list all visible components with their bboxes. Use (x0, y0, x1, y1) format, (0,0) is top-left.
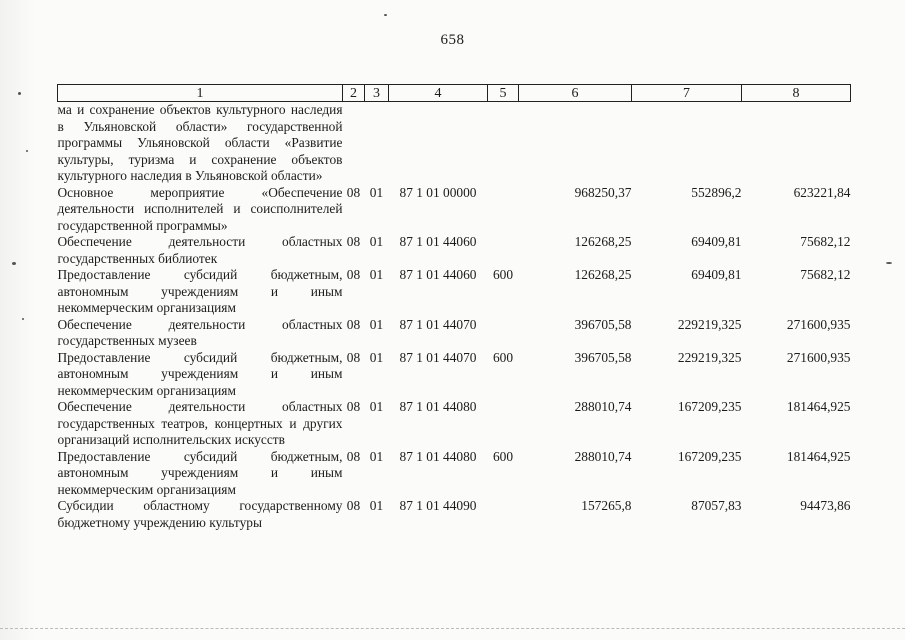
row-amount-col6: 288010,74 (574, 399, 632, 414)
row-amount-col8: 271600,935 (786, 349, 851, 365)
row-amount-col8: 94473,86 (800, 498, 851, 513)
table-body (58, 102, 851, 532)
header-col-8: 8 (742, 85, 851, 102)
row-amount-col8: 75682,12 (800, 234, 851, 249)
table-row (58, 317, 851, 350)
row-section: 08 (346, 498, 361, 513)
row-amount-col8: 623221,84 (793, 184, 851, 200)
row-target-article (389, 102, 488, 185)
scan-speck (18, 92, 21, 95)
row-description: Предоставление субсидий бюджетным, автономным учреждениям и иным некоммерческим организациям (57, 349, 343, 398)
header-col-4: 4 (389, 85, 488, 102)
scan-speck (886, 262, 892, 264)
row-expense-type: 600 (492, 267, 514, 282)
row-description: Обеспечение деятельности областных государственных музеев (57, 316, 343, 348)
budget-table (57, 84, 851, 531)
row-amount-col7 (632, 102, 742, 185)
header-col-2: 2 (343, 85, 365, 102)
page-number: 658 (440, 32, 465, 48)
row-amount-col7: 229219,325 (677, 349, 742, 365)
row-target-article: 87 1 01 00000 (399, 184, 477, 200)
row-expense-type: 600 (492, 448, 514, 464)
row-target-article: 87 1 01 44090 (399, 498, 477, 513)
row-description: ма и сохранение объектов культурного наследия в Ульяновской области» государственной программы Ульяновской области «Развитие культуры, туризма и сохранение объектов культурного наследия в Ульяновской области» (57, 102, 343, 183)
row-amount-col8: 181464,925 (786, 399, 851, 414)
scan-speck (12, 262, 16, 265)
row-target-article: 87 1 01 44070 (399, 349, 477, 365)
row-amount-col7: 69409,81 (691, 234, 742, 249)
row-amount-col6: 157265,8 (581, 498, 632, 513)
scan-speck (384, 14, 387, 16)
row-subsection: 01 (369, 498, 384, 513)
table-row (58, 267, 851, 317)
row-section: 08 (346, 349, 361, 365)
row-amount-col8: 181464,925 (786, 448, 851, 464)
row-subsection: 01 (369, 234, 384, 249)
row-description: Предоставление субсидий бюджетным, автономным учреждениям и иным некоммерческим организациям (57, 267, 343, 315)
scan-shadow (0, 0, 36, 640)
row-section: 08 (346, 234, 361, 249)
row-subsection: 01 (369, 316, 384, 332)
row-amount-col8: 271600,935 (786, 316, 851, 332)
header-col-7: 7 (632, 85, 742, 102)
row-amount-col7: 552896,2 (691, 184, 742, 200)
table-row (58, 399, 851, 449)
scan-artifact-line (0, 628, 905, 629)
row-expense-type (488, 102, 519, 185)
row-subsection: 01 (369, 448, 384, 464)
row-target-article: 87 1 01 44060 (399, 234, 477, 249)
table-row (58, 449, 851, 499)
row-section (343, 102, 365, 185)
header-col-1: 1 (58, 85, 343, 102)
row-target-article: 87 1 01 44080 (399, 448, 477, 464)
row-target-article: 87 1 01 44070 (399, 316, 477, 332)
scan-speck (22, 318, 24, 320)
row-amount-col6: 126268,25 (574, 267, 632, 282)
row-amount-col7: 229219,325 (677, 316, 742, 332)
row-amount-col6 (519, 102, 632, 185)
row-expense-type (488, 498, 519, 531)
row-expense-type (488, 399, 519, 449)
row-amount-col8: 75682,12 (800, 267, 851, 282)
header-col-3: 3 (365, 85, 389, 102)
row-subsection (365, 102, 389, 185)
row-amount-col7: 69409,81 (691, 267, 742, 282)
row-description: Предоставление субсидий бюджетным, автономным учреждениям и иным некоммерческим организациям (57, 448, 343, 497)
row-amount-col6: 968250,37 (574, 184, 632, 200)
row-section: 08 (346, 448, 361, 464)
row-subsection: 01 (369, 399, 384, 414)
table-header (58, 85, 851, 102)
row-amount-col8 (742, 102, 851, 185)
row-amount-col7: 87057,83 (691, 498, 742, 513)
scan-speck (26, 150, 28, 152)
row-subsection: 01 (369, 184, 384, 200)
row-expense-type (488, 317, 519, 350)
row-amount-col6: 126268,25 (574, 234, 632, 249)
row-amount-col6: 396705,58 (574, 316, 632, 332)
header-col-6: 6 (519, 85, 632, 102)
row-subsection: 01 (369, 349, 384, 365)
table-row (58, 234, 851, 267)
header-row (58, 85, 851, 102)
table-row (58, 350, 851, 400)
row-description: Обеспечение деятельности областных государственных библиотек (57, 234, 343, 266)
row-amount-col6: 396705,58 (574, 349, 632, 365)
row-expense-type (488, 185, 519, 235)
row-section: 08 (346, 184, 361, 200)
row-section: 08 (346, 399, 361, 414)
row-amount-col6: 288010,74 (574, 448, 632, 464)
table-row (58, 185, 851, 235)
table-row (58, 498, 851, 531)
row-amount-col7: 167209,235 (677, 448, 742, 464)
row-description: Обеспечение деятельности областных государственных театров, концертных и других организаций исполнительских искусств (57, 399, 343, 447)
header-col-5: 5 (488, 85, 519, 102)
row-expense-type: 600 (492, 349, 514, 365)
table-row (58, 102, 851, 185)
row-subsection: 01 (369, 267, 384, 282)
row-target-article: 87 1 01 44080 (399, 399, 477, 414)
row-section: 08 (346, 316, 361, 332)
row-target-article: 87 1 01 44060 (399, 267, 477, 282)
row-description: Основное мероприятие «Обеспечение деятельности исполнителей и соисполнителей государственной программы» (57, 184, 343, 233)
row-description: Субсидии областному государственному бюджетному учреждению культуры (57, 498, 343, 530)
row-amount-col7: 167209,235 (677, 399, 742, 414)
row-section: 08 (346, 267, 361, 282)
row-expense-type (488, 234, 519, 267)
